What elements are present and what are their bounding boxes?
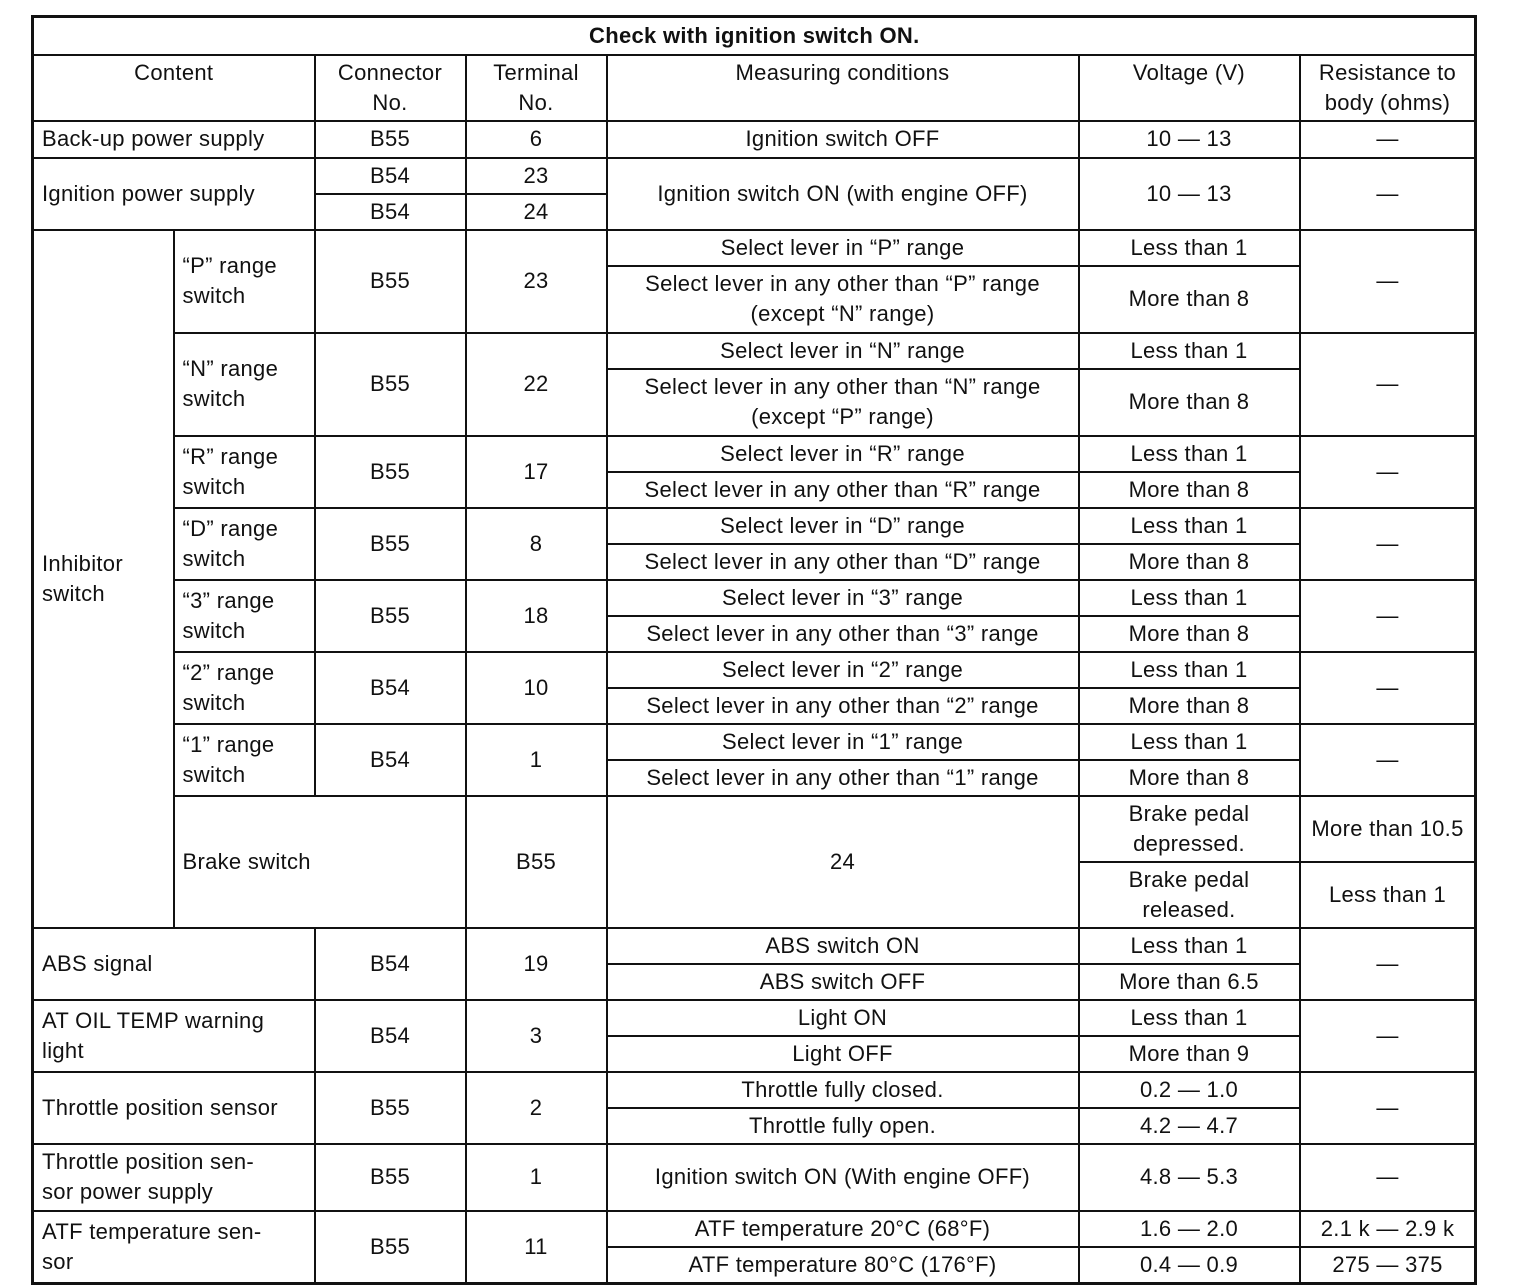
resistance-cell: — bbox=[1300, 652, 1476, 724]
table-row bbox=[33, 580, 1476, 616]
voltage-cell: Less than 1 bbox=[1079, 436, 1300, 472]
content-cell: Brake switch bbox=[174, 796, 466, 928]
table-row bbox=[33, 158, 1476, 194]
connector-cell: B54 bbox=[315, 724, 466, 796]
content-cell: Ignition power supply bbox=[33, 158, 315, 230]
terminal-cell: 17 bbox=[466, 436, 607, 508]
range-switch-name: “N” range switch bbox=[174, 333, 315, 436]
table-row bbox=[33, 1072, 1476, 1108]
resistance-cell: — bbox=[1300, 1000, 1476, 1072]
table-row bbox=[33, 436, 1476, 472]
resistance-cell: 2.1 k — 2.9 k bbox=[1300, 1211, 1476, 1247]
voltage-cell: More than 10.5 bbox=[1300, 796, 1476, 862]
ignition-check-table bbox=[31, 15, 1477, 1285]
content-cell: ABS signal bbox=[33, 928, 315, 1000]
resistance-cell: — bbox=[1300, 230, 1476, 333]
condition-cell: Select lever in any other than “P” range (except “N” range) bbox=[607, 266, 1079, 333]
resistance-cell: — bbox=[1300, 928, 1476, 1000]
voltage-cell: More than 9 bbox=[1079, 1036, 1300, 1072]
table-row bbox=[33, 928, 1476, 964]
connector-cell: B55 bbox=[315, 1211, 466, 1284]
connector-cell: B54 bbox=[315, 652, 466, 724]
table-row bbox=[33, 724, 1476, 760]
condition-cell: Select lever in “1” range bbox=[607, 724, 1079, 760]
terminal-cell: 18 bbox=[466, 580, 607, 652]
header-conditions: Measuring conditions bbox=[607, 55, 1079, 121]
condition-cell: Ignition switch ON (With engine OFF) bbox=[607, 1144, 1079, 1211]
voltage-cell: 4.2 — 4.7 bbox=[1079, 1108, 1300, 1144]
voltage-cell: Less than 1 bbox=[1079, 1000, 1300, 1036]
condition-cell: Light OFF bbox=[607, 1036, 1079, 1072]
voltage-cell: 0.4 — 0.9 bbox=[1079, 1247, 1300, 1284]
header-voltage: Voltage (V) bbox=[1079, 55, 1300, 121]
voltage-cell: More than 8 bbox=[1079, 760, 1300, 796]
header-resistance: Resistance to body (ohms) bbox=[1300, 55, 1476, 121]
terminal-cell: 1 bbox=[466, 724, 607, 796]
range-switch-name: “R” range switch bbox=[174, 436, 315, 508]
condition-cell: Select lever in “D” range bbox=[607, 508, 1079, 544]
voltage-cell: 10 — 13 bbox=[1079, 121, 1300, 158]
condition-cell: Ignition switch OFF bbox=[607, 121, 1079, 158]
terminal-cell: 24 bbox=[607, 796, 1079, 928]
voltage-cell: More than 6.5 bbox=[1079, 964, 1300, 1000]
condition-cell: Select lever in “P” range bbox=[607, 230, 1079, 266]
voltage-cell: Less than 1 bbox=[1079, 580, 1300, 616]
terminal-cell: 10 bbox=[466, 652, 607, 724]
voltage-cell: 4.8 — 5.3 bbox=[1079, 1144, 1300, 1211]
voltage-cell: Less than 1 bbox=[1079, 230, 1300, 266]
condition-cell: Brake pedal depressed. bbox=[1079, 796, 1300, 862]
voltage-cell: Less than 1 bbox=[1079, 652, 1300, 688]
condition-cell: ATF temperature 80°C (176°F) bbox=[607, 1247, 1079, 1284]
terminal-cell: 6 bbox=[466, 121, 607, 158]
table-row bbox=[33, 652, 1476, 688]
range-switch-name: “D” range switch bbox=[174, 508, 315, 580]
voltage-cell: 0.2 — 1.0 bbox=[1079, 1072, 1300, 1108]
connector-cell: B55 bbox=[315, 1144, 466, 1211]
voltage-cell: More than 8 bbox=[1079, 616, 1300, 652]
condition-cell: Select lever in “N” range bbox=[607, 333, 1079, 369]
table-row bbox=[33, 1211, 1476, 1247]
table-row bbox=[33, 508, 1476, 544]
connector-cell: B55 bbox=[466, 796, 607, 928]
condition-cell: ABS switch ON bbox=[607, 928, 1079, 964]
content-cell: Throttle position sensor bbox=[33, 1072, 315, 1144]
resistance-cell: 275 — 375 bbox=[1300, 1247, 1476, 1284]
voltage-cell: Less than 1 bbox=[1079, 724, 1300, 760]
condition-cell: ABS switch OFF bbox=[607, 964, 1079, 1000]
content-cell: Back-up power supply bbox=[33, 121, 315, 158]
voltage-cell: 1.6 — 2.0 bbox=[1079, 1211, 1300, 1247]
range-switch-name: “2” range switch bbox=[174, 652, 315, 724]
table-row bbox=[33, 796, 1476, 862]
resistance-cell: — bbox=[1300, 724, 1476, 796]
condition-cell: Select lever in any other than “R” range bbox=[607, 472, 1079, 508]
connector-cell: B55 bbox=[315, 508, 466, 580]
terminal-cell: 22 bbox=[466, 333, 607, 436]
table-caption: Check with ignition switch ON. bbox=[33, 17, 1476, 55]
content-cell: AT OIL TEMP warning light bbox=[33, 1000, 315, 1072]
voltage-cell: Less than 1 bbox=[1079, 928, 1300, 964]
connector-cell: B55 bbox=[315, 333, 466, 436]
table-row bbox=[33, 121, 1476, 158]
terminal-cell: 8 bbox=[466, 508, 607, 580]
condition-cell: Select lever in “R” range bbox=[607, 436, 1079, 472]
condition-cell: Ignition switch ON (with engine OFF) bbox=[607, 158, 1079, 230]
condition-cell: Select lever in any other than “N” range (except “P” range) bbox=[607, 369, 1079, 436]
resistance-cell: — bbox=[1300, 508, 1476, 580]
connector-cell: B55 bbox=[315, 121, 466, 158]
voltage-cell: More than 8 bbox=[1079, 472, 1300, 508]
table-row bbox=[33, 1000, 1476, 1036]
condition-cell: ATF temperature 20°C (68°F) bbox=[607, 1211, 1079, 1247]
header-connector: Connector No. bbox=[315, 55, 466, 121]
condition-cell: Select lever in any other than “1” range bbox=[607, 760, 1079, 796]
header-terminal: Terminal No. bbox=[466, 55, 607, 121]
terminal-cell: 23 bbox=[466, 230, 607, 333]
connector-cell: B55 bbox=[315, 1072, 466, 1144]
resistance-cell: — bbox=[1300, 158, 1476, 230]
header-row bbox=[33, 55, 1476, 121]
inhibitor-switch-label: Inhibitor switch bbox=[33, 230, 174, 928]
condition-cell: Light ON bbox=[607, 1000, 1079, 1036]
resistance-cell: — bbox=[1300, 1144, 1476, 1211]
range-switch-name: “1” range switch bbox=[174, 724, 315, 796]
voltage-cell: More than 8 bbox=[1079, 688, 1300, 724]
terminal-cell: 19 bbox=[466, 928, 607, 1000]
table-row bbox=[33, 333, 1476, 369]
condition-cell: Throttle fully open. bbox=[607, 1108, 1079, 1144]
terminal-cell: 1 bbox=[466, 1144, 607, 1211]
resistance-cell: — bbox=[1300, 1072, 1476, 1144]
terminal-cell: 3 bbox=[466, 1000, 607, 1072]
terminal-cell: 24 bbox=[466, 194, 607, 230]
content-cell: Throttle position sen- sor power supply bbox=[33, 1144, 315, 1211]
connector-cell: B54 bbox=[315, 158, 466, 194]
condition-cell: Select lever in “3” range bbox=[607, 580, 1079, 616]
connector-cell: B54 bbox=[315, 1000, 466, 1072]
condition-cell: Select lever in any other than “D” range bbox=[607, 544, 1079, 580]
resistance-cell: — bbox=[1300, 121, 1476, 158]
condition-cell: Select lever in any other than “3” range bbox=[607, 616, 1079, 652]
condition-cell: Select lever in any other than “2” range bbox=[607, 688, 1079, 724]
connector-cell: B55 bbox=[315, 580, 466, 652]
resistance-cell: — bbox=[1300, 436, 1476, 508]
condition-cell: Brake pedal released. bbox=[1079, 862, 1300, 928]
voltage-cell: Less than 1 bbox=[1079, 508, 1300, 544]
voltage-cell: 10 — 13 bbox=[1079, 158, 1300, 230]
connector-cell: B54 bbox=[315, 194, 466, 230]
voltage-cell: More than 8 bbox=[1079, 369, 1300, 436]
content-cell: ATF temperature sen- sor bbox=[33, 1211, 315, 1284]
voltage-cell: Less than 1 bbox=[1079, 333, 1300, 369]
connector-cell: B55 bbox=[315, 436, 466, 508]
terminal-cell: 2 bbox=[466, 1072, 607, 1144]
connector-cell: B54 bbox=[315, 928, 466, 1000]
condition-cell: Throttle fully closed. bbox=[607, 1072, 1079, 1108]
range-switch-name: “P” range switch bbox=[174, 230, 315, 333]
condition-cell: Select lever in “2” range bbox=[607, 652, 1079, 688]
terminal-cell: 11 bbox=[466, 1211, 607, 1284]
resistance-cell: — bbox=[1300, 580, 1476, 652]
terminal-cell: 23 bbox=[466, 158, 607, 194]
voltage-cell: More than 8 bbox=[1079, 266, 1300, 333]
voltage-cell: Less than 1 bbox=[1300, 862, 1476, 928]
voltage-cell: More than 8 bbox=[1079, 544, 1300, 580]
connector-cell: B55 bbox=[315, 230, 466, 333]
table-row bbox=[33, 230, 1476, 266]
table-row bbox=[33, 1144, 1476, 1211]
range-switch-name: “3” range switch bbox=[174, 580, 315, 652]
resistance-cell: — bbox=[1300, 333, 1476, 436]
header-content: Content bbox=[33, 55, 315, 121]
